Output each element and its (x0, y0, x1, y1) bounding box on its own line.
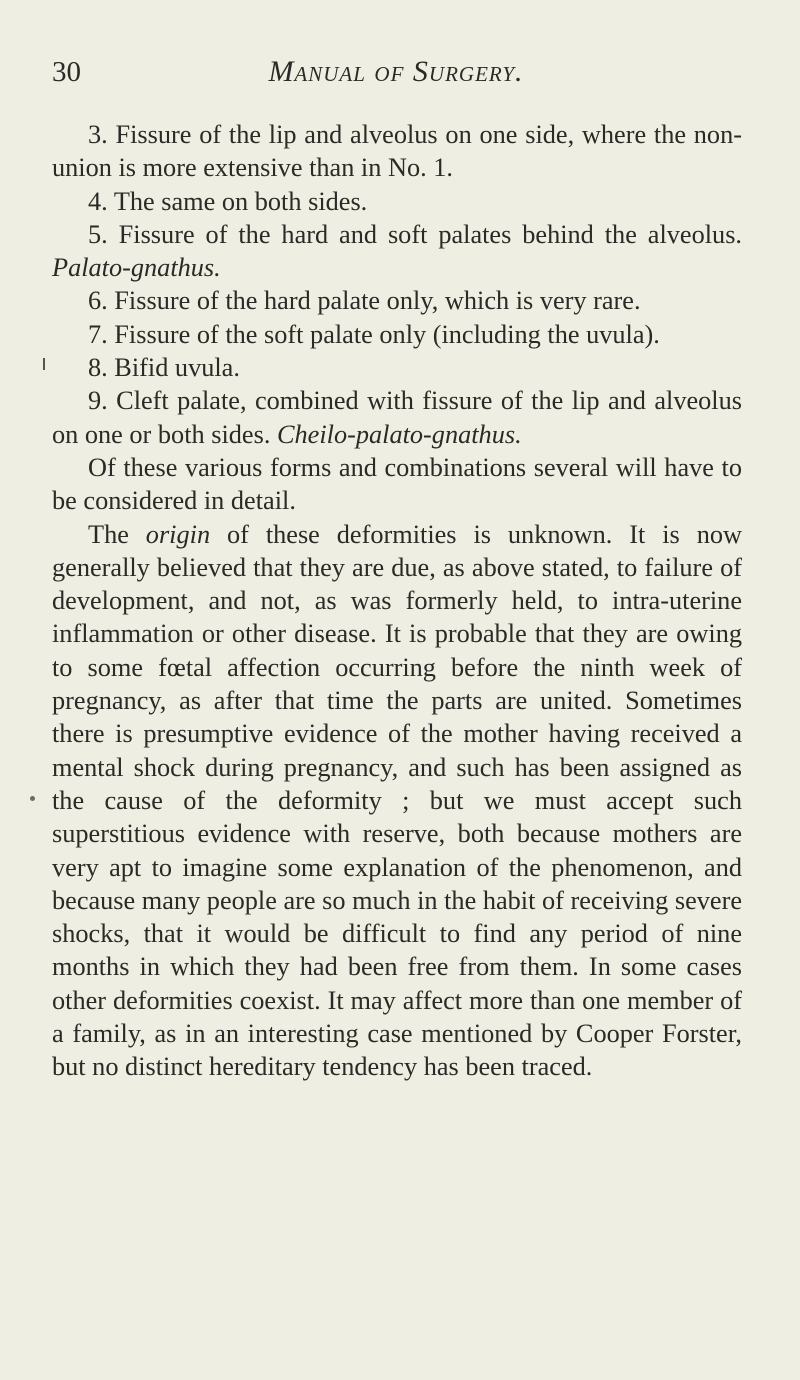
list-item-9: 9. Cleft palate, combined with fissure of the lip and alveolus on one or both sides. Cheilo-palato-gnathus. (52, 386, 742, 449)
term-origin: origin (145, 519, 211, 549)
paragraph-forms: Of these various forms and combinations several will have to be considered in detail. (52, 452, 742, 516)
page-header (52, 52, 740, 92)
margin-dot (30, 796, 35, 801)
list-item-3: 3. Fissure of the lip and alveolus on one side, where the non-union is more extensive than in No. 1. (52, 120, 742, 183)
list-item-4: 4. The same on both sides. (88, 186, 368, 216)
term-cheilo-palato-gnathus: Cheilo-palato-gnathus. (276, 419, 522, 449)
running-head: Manual of Surgery. (268, 55, 524, 88)
margin-mark (43, 358, 45, 370)
list-item-7: 7. Fissure of the soft palate only (including the uvula). (88, 319, 660, 349)
page-number: 30 (52, 56, 81, 88)
list-item-8: 8. Bifid uvula. (88, 353, 240, 383)
body-text (52, 118, 742, 1084)
paragraph-origin: The origin of these deformities is unknown. It is now generally believed that they are due, as above stated, to failure of development, and not, as was formerly held, to intra-uterine inflammation or other disease. It is probable that they are owing to some fœtal affection occurring before the ninth week of pregnancy, as after that time the parts are united. Sometimes there is presumptive evidence of the mother having received a mental shock during pregnancy, and such has been assigned as the cause of the deformity ; but we must accept such superstitious evidence with reserve, both because mothers are very apt to imagine some explanation of the phenomenon, and because many people are so much in the habit of receiving severe shocks, that it would be difficult to find any period of nine months in which they had been free from them. In some cases other deformities coexist. It may affect more than one member of a family, as in an interesting case mentioned by Cooper Forster, but no distinct hereditary tendency has been traced. (52, 519, 743, 1082)
list-item-5: 5. Fissure of the hard and soft palates behind the alveolus. Palato-gnathus. (52, 219, 742, 283)
term-palato-gnathus: Palato-gnathus. (52, 253, 221, 283)
list-item-6: 6. Fissure of the hard palate only, which is very rare. (88, 286, 641, 316)
